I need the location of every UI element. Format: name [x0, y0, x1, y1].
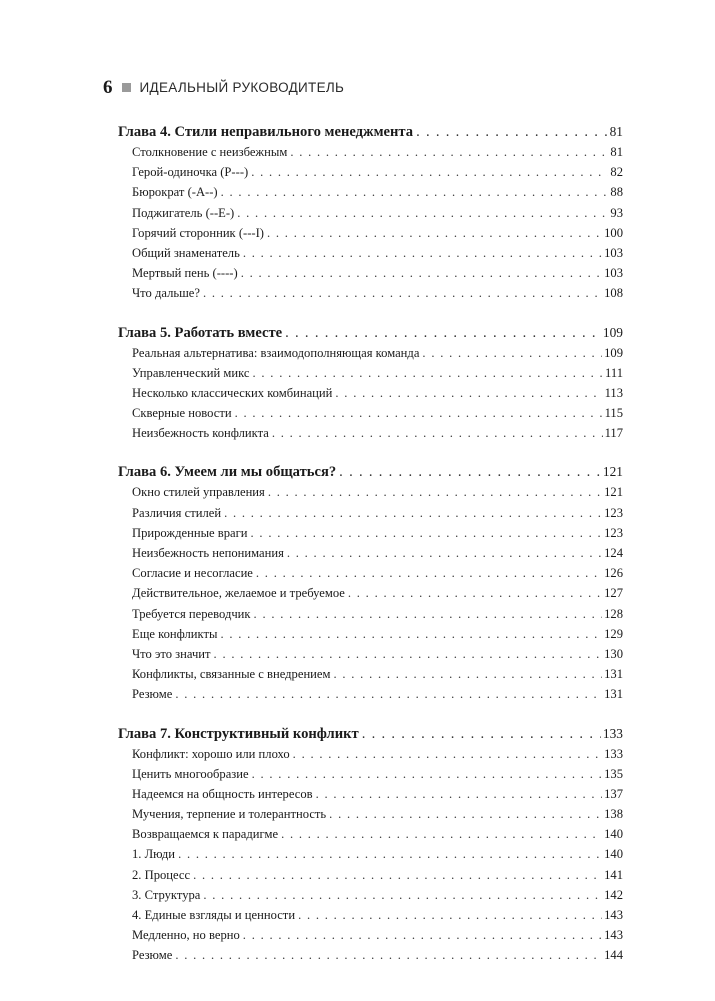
toc-entry-page: 130 [604, 646, 623, 661]
toc-entry [118, 844, 623, 864]
toc-entry-title: Требуется переводчик [132, 606, 251, 621]
toc-entry-page: 109 [604, 345, 623, 360]
book-title: ИДЕАЛЬНЫЙ РУКОВОДИТЕЛЬ [139, 80, 345, 95]
dot-leader [329, 804, 602, 824]
toc-entry-page: 133 [604, 746, 623, 761]
dot-leader [235, 403, 603, 423]
toc-entry [118, 563, 623, 583]
dot-leader [178, 844, 602, 864]
toc-entry-title: Реальная альтернатива: взаимодополняющая команда [132, 345, 420, 360]
toc-entry-title: Конфликты, связанные с внедрением [132, 667, 331, 682]
toc-entry-page: 131 [604, 667, 623, 682]
dot-leader [203, 885, 602, 905]
toc-entry-title: Резюме [132, 948, 173, 963]
toc-entry-page: 123 [604, 505, 623, 520]
toc-entry-page: 111 [605, 365, 623, 380]
toc-chapter-page: 133 [602, 725, 623, 741]
toc-entry-page: 124 [604, 546, 623, 560]
dot-leader [220, 624, 602, 644]
toc-entry-page: 81 [610, 145, 623, 159]
toc-entry-page: 82 [610, 165, 623, 180]
toc-entry [118, 523, 623, 543]
toc-chapter-title: Глава 7. Конструктивный конфликт [118, 725, 359, 742]
dot-leader [298, 905, 602, 925]
toc-entry-page: 138 [604, 807, 623, 822]
page-number: 6 [103, 77, 113, 98]
toc-entry [118, 583, 623, 603]
toc-chapter-title: Глава 5. Работать вместе [118, 324, 283, 341]
dot-leader [203, 283, 602, 303]
toc-chapter-page: 109 [602, 324, 623, 340]
toc-entry-title: Действительное, желаемое и требуемое [132, 586, 345, 601]
dot-leader [333, 664, 602, 684]
toc-chapter-page: 121 [602, 464, 623, 480]
toc-entry [118, 223, 623, 243]
toc-entry-title: Столкновение с неизбежным [132, 145, 288, 159]
dot-leader [272, 423, 603, 443]
toc-entry-page: 144 [604, 948, 623, 963]
toc-chapter [118, 723, 623, 744]
toc-entry-title: Бюрократ (-A--) [132, 185, 218, 200]
toc-entry [118, 664, 623, 684]
toc-entry-title: Ценить многообразие [132, 766, 249, 781]
toc-entry-page: 103 [604, 245, 623, 260]
toc-entry-title: Неизбежность конфликта [132, 426, 269, 441]
toc-entry-page: 129 [604, 626, 623, 641]
toc-entry-page: 117 [604, 426, 623, 441]
toc-entry [118, 624, 623, 644]
running-head [103, 78, 344, 97]
dot-leader [316, 784, 603, 804]
toc-entry-title: Общий знаменатель [132, 245, 240, 260]
dot-leader [241, 263, 602, 283]
square-ornament-icon [122, 83, 131, 92]
toc-entry [118, 182, 623, 202]
toc-entry [118, 925, 623, 945]
toc-entry [118, 363, 623, 383]
toc-entry [118, 162, 623, 182]
dot-leader [285, 323, 601, 344]
toc-entry-title: Надеемся на общность интересов [132, 786, 313, 801]
dot-leader [224, 503, 602, 523]
dot-leader [237, 203, 608, 223]
toc-entry-page: 88 [610, 185, 623, 200]
toc-entry-page: 127 [604, 586, 623, 601]
toc-entry [118, 503, 623, 523]
toc-entry-title: 1. Люди [132, 847, 176, 862]
toc-entry-page: 113 [604, 385, 623, 400]
toc-entry-page: 121 [604, 485, 623, 500]
toc-entry [118, 885, 623, 905]
toc-entry-page: 142 [604, 887, 623, 902]
toc-section [118, 723, 623, 966]
toc-entry-page: 137 [604, 786, 623, 801]
dot-leader [293, 744, 602, 764]
dot-leader [348, 583, 602, 603]
dot-leader [221, 182, 609, 202]
dot-leader [253, 363, 604, 383]
dot-leader [214, 644, 603, 664]
toc-entry-title: Различия стилей [132, 505, 222, 520]
toc-entry-page: 108 [604, 286, 623, 301]
toc-entry-title: Горячий сторонник (---I) [132, 225, 264, 240]
toc-entry-title: Что это значит [132, 646, 211, 661]
toc-entry-page: 100 [604, 225, 623, 240]
table-of-contents [118, 121, 623, 984]
toc-chapter-title: Глава 6. Умеем ли мы общаться? [118, 464, 337, 481]
dot-leader [254, 604, 603, 624]
dot-leader [422, 343, 602, 363]
toc-entry [118, 865, 623, 885]
toc-entry-title: Мучения, терпение и толерантность [132, 807, 327, 822]
toc-entry [118, 604, 623, 624]
toc-entry-page: 143 [604, 928, 623, 943]
toc-entry-page: 135 [604, 766, 623, 781]
toc-entry-title: 3. Структура [132, 887, 201, 902]
toc-entry [118, 543, 623, 563]
dot-leader [416, 122, 608, 143]
dot-leader [243, 925, 602, 945]
dot-leader [175, 684, 602, 704]
toc-chapter [118, 322, 623, 343]
toc-chapter-page: 81 [609, 124, 623, 139]
toc-section [118, 461, 623, 704]
toc-entry [118, 343, 623, 363]
toc-entry-title: Окно стилей управления [132, 485, 265, 500]
toc-entry-page: 123 [604, 525, 623, 540]
dot-leader [281, 824, 602, 844]
toc-entry-title: Возвращаемся к парадигме [132, 827, 279, 842]
toc-entry [118, 644, 623, 664]
toc-entry-page: 103 [604, 266, 623, 281]
toc-entry-title: Прирожденные враги [132, 525, 248, 540]
toc-entry-page: 140 [604, 827, 623, 842]
toc-chapter [118, 461, 623, 482]
toc-chapter [118, 121, 623, 142]
toc-section [118, 322, 623, 444]
dot-leader [256, 563, 602, 583]
toc-entry [118, 824, 623, 844]
toc-entry-page: 143 [604, 908, 623, 922]
toc-entry [118, 784, 623, 804]
toc-entry-title: Неизбежность непонимания [132, 546, 284, 560]
toc-entry-title: Конфликт: хорошо или плохо [132, 746, 290, 761]
toc-entry [118, 243, 623, 263]
toc-entry [118, 423, 623, 443]
toc-entry-title: Медленно, но верно [132, 928, 240, 943]
toc-entry-title: 4. Единые взгляды и ценности [132, 908, 296, 922]
dot-leader [251, 523, 603, 543]
toc-entry [118, 403, 623, 423]
toc-entry [118, 203, 623, 223]
toc-entry [118, 764, 623, 784]
toc-entry-title: Несколько классических комбинаций [132, 385, 333, 400]
dot-leader [335, 383, 602, 403]
dot-leader [252, 764, 603, 784]
toc-entry [118, 804, 623, 824]
toc-entry [118, 383, 623, 403]
toc-entry-page: 131 [604, 687, 623, 702]
toc-entry-title: Скверные новости [132, 406, 232, 421]
dot-leader [243, 243, 602, 263]
toc-entry-page: 141 [604, 867, 623, 882]
toc-entry-page: 140 [604, 847, 623, 862]
toc-entry [118, 283, 623, 303]
toc-entry [118, 482, 623, 502]
toc-entry-page: 115 [604, 406, 623, 421]
dot-leader [267, 223, 602, 243]
dot-leader [362, 724, 601, 745]
toc-entry [118, 905, 623, 925]
toc-entry-page: 128 [604, 606, 623, 621]
toc-entry-title: Что дальше? [132, 286, 200, 301]
toc-entry-title: Управленческий микс [132, 365, 250, 380]
toc-entry [118, 945, 623, 965]
dot-leader [339, 462, 601, 483]
toc-entry-title: Еще конфликты [132, 626, 218, 641]
dot-leader [193, 865, 602, 885]
dot-leader [287, 543, 602, 563]
toc-entry-title: 2. Процесс [132, 867, 191, 882]
dot-leader [268, 482, 602, 502]
toc-chapter-title: Глава 4. Стили неправильного менеджмента [118, 124, 414, 140]
toc-entry-title: Согласие и несогласие [132, 566, 253, 581]
toc-entry [118, 684, 623, 704]
toc-entry [118, 142, 623, 162]
toc-entry-title: Мертвый пень (----) [132, 266, 238, 281]
toc-entry [118, 744, 623, 764]
toc-entry [118, 263, 623, 283]
toc-entry-title: Резюме [132, 687, 173, 702]
toc-entry-page: 126 [604, 566, 623, 581]
dot-leader [175, 945, 602, 965]
toc-entry-title: Герой-одиночка (P---) [132, 165, 249, 180]
dot-leader [290, 142, 608, 162]
dot-leader [251, 162, 608, 182]
toc-section [118, 121, 623, 304]
toc-entry-title: Поджигатель (--E-) [132, 205, 235, 220]
toc-entry-page: 93 [610, 205, 623, 220]
